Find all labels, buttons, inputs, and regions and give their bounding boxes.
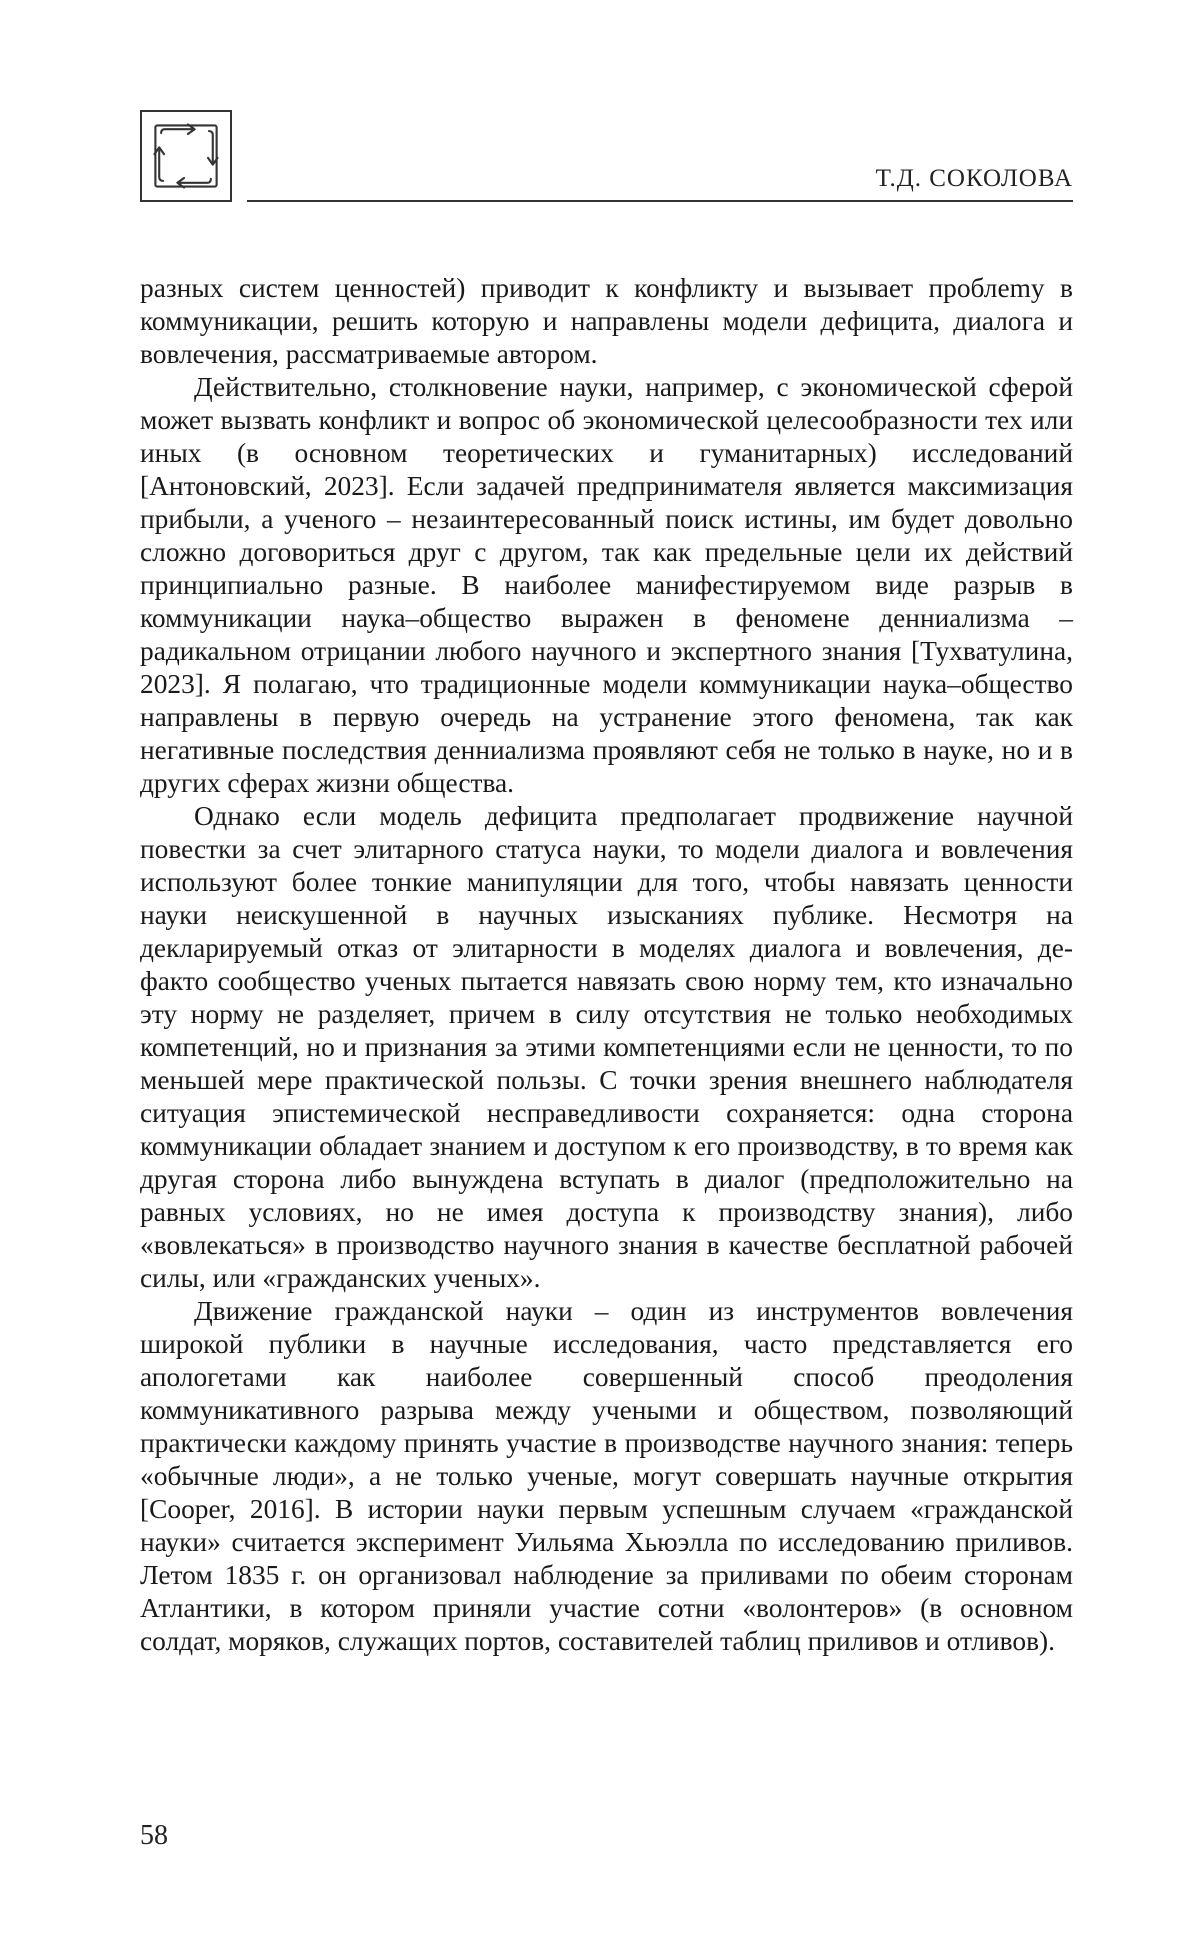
- paragraph: Действительно, столкновение науки, например, с экономической сферой может вызвать конфликт и вопрос об экономической целесообразности тех или иных (в основном теоретических и гуманитарных) исследований [Антоновский, 2023]. Если задачей предпринимателя является максимизация прибыли, а ученого – незаинтересованный поиск истины, им будет довольно сложно договориться друг с другом, так как предельные цели их действий принципиально разные. В наиболее манифестируемом виде разрыв в коммуникации наука–общество выражен в феномене денниализма – радикальном отрицании любого научного и экспертного знания [Тухватулина, 2023]. Я полагаю, что традиционные модели коммуникации наука–общество направлены в первую очередь на устранение этого феномена, так как негативные последствия денниализма проявляют себя не только в науке, но и в других сферах жизни общества.: [140, 372, 1073, 798]
- page-number: 58: [140, 1820, 168, 1851]
- paragraph: Движение гражданской науки – один из инструментов вовлечения широкой публики в научные исследования, часто представляется его апологетами как наиболее совершенный способ преодоления коммуникативного разрыва между учеными и обществом, позволяющий практически каждому принять участие в производстве научного знания: теперь «обычные люди», а не только ученые, могут совершать научные открытия [Cooper, 2016]. В истории науки первым успешным случаем «гражданской науки» считается эксперимент Уильяма Хьюэлла по исследованию приливов. Летом 1835 г. он организовал наблюдение за приливами по обеим сторонам Атлантики, в котором приняли участие сотни «волонтеров» (в основном солдат, моряков, служащих портов, составителей таблиц приливов и отливов).: [140, 1296, 1073, 1656]
- running-header-author: Т.Д. СОКОЛОВА: [875, 165, 1073, 192]
- body-text: [140, 272, 1073, 1658]
- header-rule: [247, 200, 1073, 202]
- logo-graphic: [142, 112, 230, 200]
- paragraph: Однако если модель дефицита предполагает продвижение научной повестки за счет элитарного статуса науки, то модели диалога и вовлечения используют более тонкие манипуляции для того, чтобы навязать ценности науки неискушенной в научных изысканиях публике. Несмотря на декларируемый отказ от элитарности в моделях диалога и вовлечения, де-факто сообщество ученых пытается навязать свою норму тем, кто изначально эту норму не разделяет, причем в силу отсутствия не только необходимых компетенций, но и признания за этими компетенциями если не ценности, то по меньшей мере практической пользы. С точки зрения внешнего наблюдателя ситуация эпистемической несправедливости сохраняется: одна сторона коммуникации обладает знанием и доступом к его производству, в то время как другая сторона либо вынуждена вступать в диалог (предположительно на равных условиях, но не имея доступа к производству знания), либо «вовлекаться» в производство научного знания в качестве бесплатной рабочей силы, или «гражданских ученых».: [140, 801, 1073, 1293]
- cycle-arrows-icon: [140, 110, 232, 202]
- paragraph: разных систем ценностей) приводит к конфликту и вызывает проблеmу в коммуникации, решить которую и направлены модели дефицита, диалога и вовлечения, рассматриваемые автором.: [140, 273, 1073, 369]
